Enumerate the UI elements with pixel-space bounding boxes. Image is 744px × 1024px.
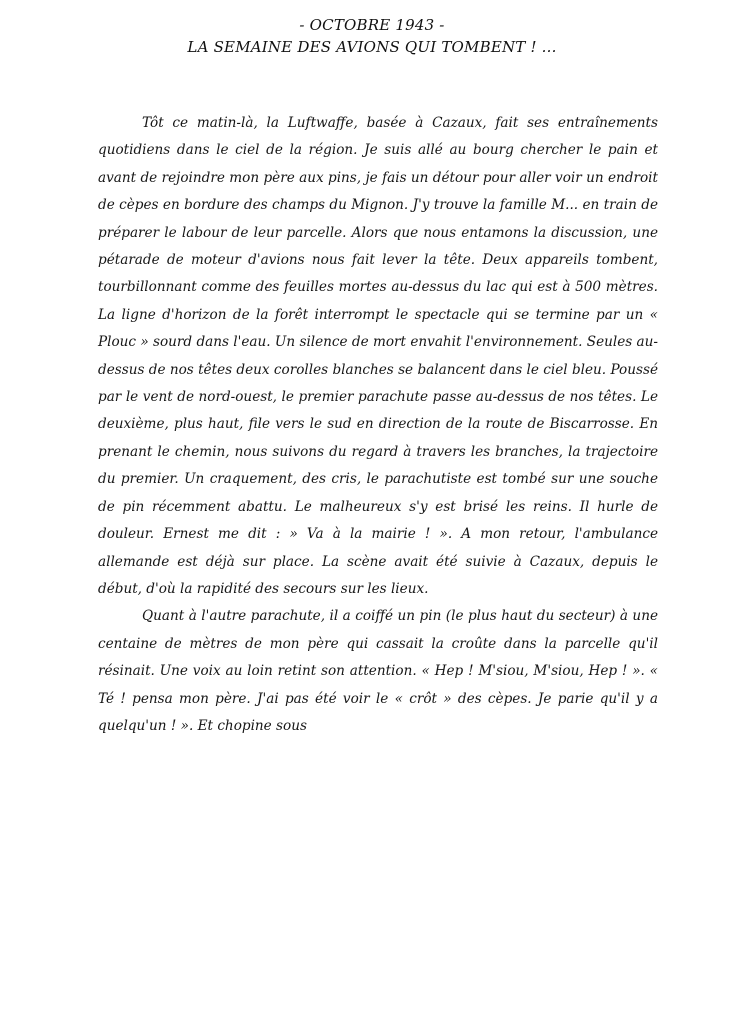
document-title: LA SEMAINE DES AVIONS QUI TOMBENT ! ... — [187, 38, 557, 56]
paragraph-1: Tôt ce matin-là, la Luftwaffe, basée à Cazaux, fait ses entraînements quotidiens dans le ciel de la région. Je suis allé au bourg chercher le pain et avant de rejoindre mon père aux pins, je fais un détour pour aller voir un endroit de cèpes en bordure des champs du Mignon. J'y trouve la famille M... en train de préparer le labour de leur parcelle. Alors que nous entamons la discussion, une pétarade de moteur d'avions nous fait lever la tête. Deux appareils tombent, tourbillonnant comme des feuilles mortes au-dessus du lac qui est à 500 mètres. La ligne d'horizon de la forêt interrompt le spectacle qui se termine par un « Plouc » sourd dans l'eau. Un silence de mort envahit l'environnement. Seules au-dessus de nos têtes deux corolles blanches se balancent dans le ciel bleu. Poussé par le vent de nord-ouest, le premier parachute passe au-dessus de nos têtes. Le deuxième, plus haut, file vers le sud en direction de la route de Biscarrosse. En prenant le chemin, nous suivons du regard à travers les branches, la trajectoire du premier. Un craquement, des cris, le parachutiste est tombé sur une souche de pin récemment abattu. Le malheureux s'y est brisé les reins. Il hurle de douleur. Ernest me dit : » Va à la mairie ! ». A mon retour, l'ambulance allemande est déjà sur place. La scène avait été suivie à Cazaux, depuis le début, d'où la rapidité des secours sur les lieux. — [98, 115, 659, 597]
document-body — [98, 110, 658, 740]
paragraph-2: Quant à l'autre parachute, il a coiffé un pin (le plus haut du secteur) à une centaine de mètres de mon père qui cassait la croûte dans la parcelle qu'il résinait. Une voix au loin retint son attention. « Hep ! M'siou, M'siou, Hep ! ». « Té ! pensa mon père. J'ai pas été voir le « crôt » des cèpes. Je parie qu'il y a quelqu'un ! ». Et chopine sous — [98, 608, 658, 734]
document-date-heading: - OCTOBRE 1943 - — [299, 16, 445, 34]
